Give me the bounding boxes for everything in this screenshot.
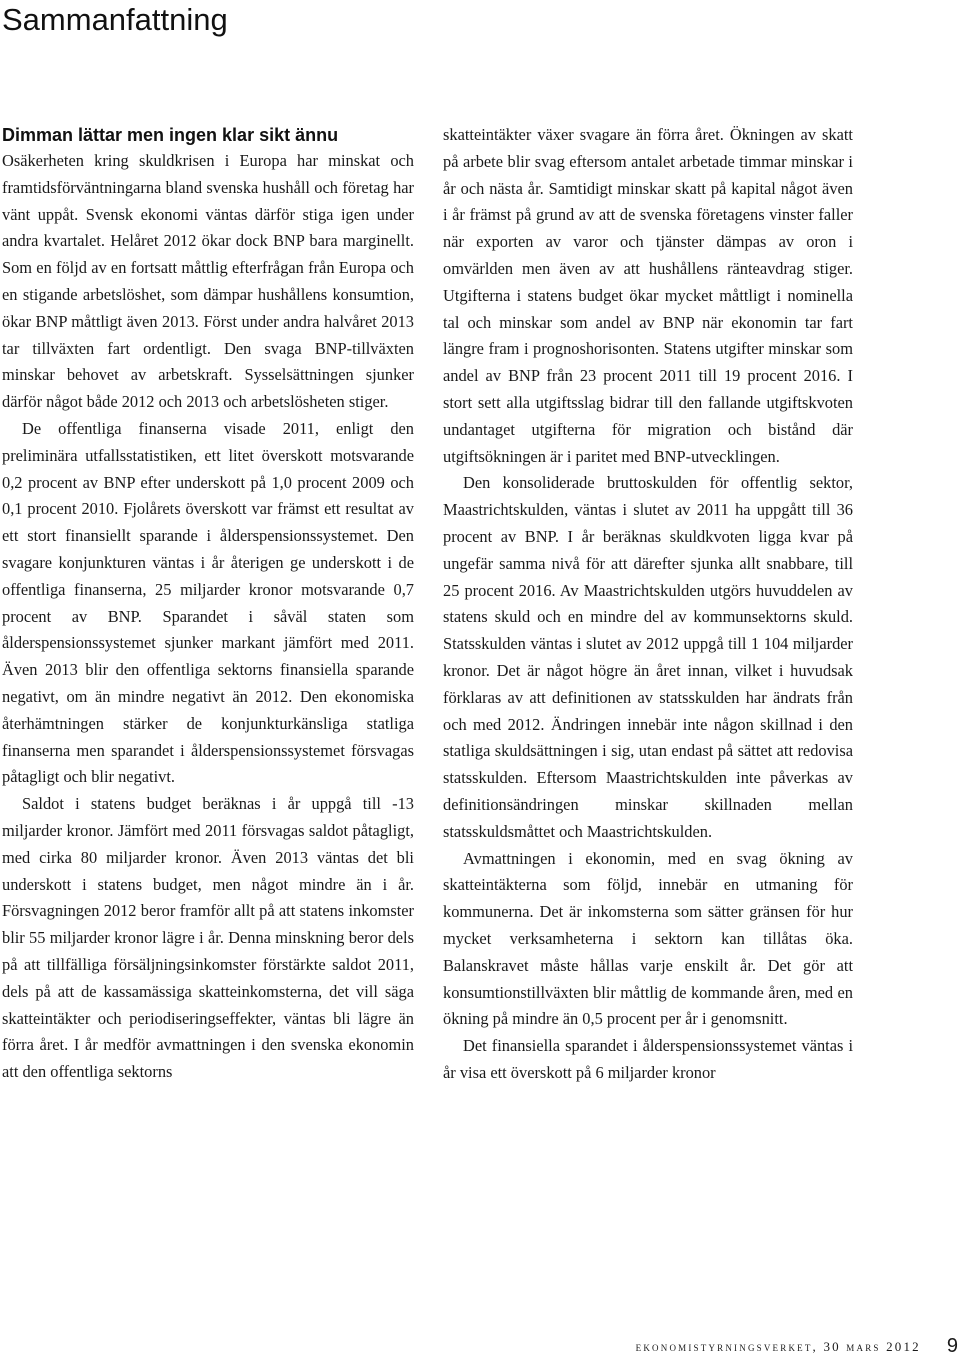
body-paragraph: Osäkerheten kring skuldkrisen i Europa har minskat och framtidsförväntningarna bland svenska hushåll och företag har vänt uppåt. Svensk ekonomi väntas därför stiga igen under andra kvartalet. Helåret 2012 ökar dock BNP bara marginellt. Som en följd av en fortsatt måttlig efterfrågan från Europa och en stigande arbetslöshet, som dämpar hushållens konsumtion, ökar BNP måttligt även 2013. Först under andra halvåret 2013 tar tillväxten fart ordentligt. Den svaga BNP-tillväxten minskar behovet av arbetskraft. Sysselsättningen sjunker därför något både 2012 och 2013 och arbetslösheten stiger.	[2, 151, 414, 412]
body-paragraph: Saldot i statens budget beräknas i år uppgå till -13 miljarder kronor. Jämfört med 2011 försvagas saldot påtagligt, med cirka 80 miljarder kronor. Även 2013 väntas det bli underskott i statens budget, men något mindre än i år. Försvagningen 2012 beror framför allt på att statens inkomster blir 55 miljarder kronor lägre i år. Denna minskning beror dels på att tillfälliga försäljningsinkomster förstärkte saldot 2011, dels på att de kassamässiga skatteinkomsterna, det vill säga skatteintäkter och periodiseringseffekter, väntas bli lägre än förra året. I år medför avmattningen i den svenska ekonomin att den offentliga sektorns	[2, 794, 414, 1082]
body-paragraph: Den konsoliderade bruttoskulden för offentlig sektor, Maastrichtskulden, väntas i slutet av 2011 ha uppgått till 36 procent av BNP. I år beräknas skuldkvoten ligga kvar på ungefär samma nivå för att därefter sjunka allt snabbare, till 25 procent 2016. Av Maastrichtskulden utgörs huvuddelen av statens skuld och en mindre del av kommunsektorns skuld. Statsskulden väntas i slutet av 2012 uppgå till 1 104 miljarder kronor. Det är något högre än året innan, vilket i huvudsak förklaras av att definitionen av statsskulden har ändrats från och med 2012. Ändringen innebär inte någon skillnad i den statliga skuldsättningen i sig, utan endast på sättet att redovisa statsskulden. Eftersom Maastrichtskulden inte påverkas av definitionsändringen minskar skillnaden mellan statsskuldsmåttet och Maastrichtskulden.	[443, 473, 853, 841]
body-paragraph: Avmattningen i ekonomin, med en svag ökning av skatteintäkterna som följd, innebär en utmaning för kommunerna. Det är inkomsterna som sätter gränsen för hur mycket verksamheterna i sektorn kan tillåtas öka. Balanskravet måste hållas varje enskilt år. Det gör att konsumtionstillväxten blir måttlig de kommande åren, med en ökning på mindre än 0,5 procent per år i genomsnitt.	[443, 848, 853, 1029]
left-column	[2, 122, 414, 1086]
body-paragraph: Det finansiella sparandet i ålderspensionssystemet väntas i år visa ett överskott på 6 miljarder kronor	[443, 1036, 853, 1082]
footer-publisher-date: ekonomistyrningsverket, 30 mars 2012	[635, 1339, 921, 1354]
right-column	[443, 122, 853, 1087]
page-title: Sammanfattning	[2, 2, 228, 37]
body-paragraph: De offentliga finanserna visade 2011, enligt den preliminära utfallsstatistiken, ett litet överskott motsvarande 0,2 procent av BNP efter underskott på 1,0 procent 2009 och 0,1 procent 2010. Fjolårets överskott var främst ett resultat av ett stort finansiellt sparande i ålderspensionssystemet. Den svagare konjunkturen väntas i år återigen ge underskott i de offentliga finanserna, 25 miljarder kronor motsvarande 0,7 procent av BNP. Sparandet i såväl staten som ålderspensionssystemet sjunker markant jämfört med 2011. Även 2013 blir den offentliga sektorns finansiella sparande negativt, om än mindre negativt än 2012. Den ekonomiska återhämtningen stärker de konjunkturkänsliga statliga finanserna men sparandet i ålderspensionssystemet försvagas påtagligt och blir negativt.	[2, 418, 414, 787]
page-footer	[636, 1334, 958, 1359]
section-heading: Dimman lättar men ingen klar sikt ännu	[2, 125, 339, 145]
body-paragraph: skatteintäkter växer svagare än förra året. Ökningen av skatt på arbete blir svag eftersom antalet arbetade timmar minskar i år och nästa år. Samtidigt minskar skatt på kapital något även i år främst på grund av att de svenska företagens vinster faller när exporten av varor och tjänster dämpas av oron i omvärlden men även av att hushållens ränteavdrag stiger. Utgifterna i statens budget ökar mycket måttligt i nominella tal och minskar som andel av BNP när ekonomin tar fart längre fram i prognoshorisonten. Statens utgifter minskar som andel av BNP från 23 procent 2011 till 19 procent 2016. I stort sett alla utgiftsslag bidrar till den fallande utgiftskvoten undantaget utgifterna för migration och bistånd där utgiftsökningen är i paritet med BNP-utvecklingen.	[443, 125, 853, 466]
page-number: 9	[946, 1335, 958, 1357]
